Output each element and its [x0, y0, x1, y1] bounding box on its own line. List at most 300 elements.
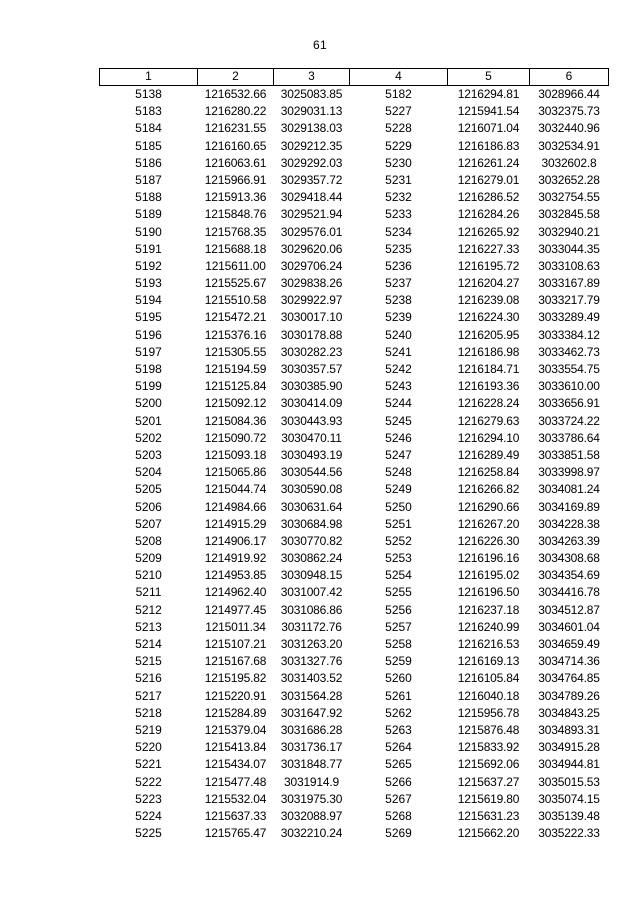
x-coordinate-cell: 1216265.92	[457, 224, 520, 239]
point-number-cell: 5189	[135, 207, 162, 222]
y-coordinate-cell: 3034263.39	[538, 533, 600, 548]
point-number-cell: 5259	[385, 654, 412, 669]
table-row	[100, 361, 609, 378]
point-number-cell: 5191	[135, 241, 162, 256]
point-number-cell: 5216	[135, 671, 162, 686]
point-number-cell: 5241	[385, 344, 412, 359]
x-coordinate-cell: 1216231.55	[204, 121, 267, 136]
y-coordinate-cell: 3030544.56	[280, 465, 343, 480]
point-number-cell: 5266	[385, 774, 412, 789]
table-row	[100, 344, 609, 361]
x-coordinate-cell: 1215619.80	[457, 791, 520, 806]
x-coordinate-cell: 1215011.34	[205, 619, 266, 634]
point-number-cell: 5218	[135, 705, 162, 720]
x-coordinate-cell: 1216226.30	[457, 533, 520, 548]
x-coordinate-cell: 1215525.67	[204, 276, 267, 291]
point-number-cell: 5196	[135, 327, 162, 342]
y-coordinate-cell: 3034789.26	[538, 688, 600, 703]
point-number-cell: 5262	[385, 705, 412, 720]
point-number-cell: 5269	[385, 826, 412, 841]
point-number-cell: 5210	[135, 568, 162, 583]
x-coordinate-cell: 1216228.24	[457, 396, 520, 411]
point-number-cell: 5208	[135, 533, 162, 548]
point-number-cell: 5246	[385, 430, 412, 445]
x-coordinate-cell: 1216196.16	[457, 551, 520, 566]
y-coordinate-cell: 3034169.89	[538, 499, 600, 514]
x-coordinate-cell: 1215084.36	[204, 413, 267, 428]
column-header-2: 2	[198, 69, 274, 86]
y-coordinate-cell: 3031172.76	[281, 619, 342, 634]
point-number-cell: 5207	[135, 516, 162, 531]
x-coordinate-cell: 1214977.45	[204, 602, 267, 617]
y-coordinate-cell: 3029576.01	[280, 224, 343, 239]
x-coordinate-cell: 1216224.30	[457, 310, 520, 325]
x-coordinate-cell: 1216205.95	[457, 327, 520, 342]
x-coordinate-cell: 1216204.27	[457, 276, 520, 291]
table-row	[100, 241, 609, 258]
x-coordinate-cell: 1216169.13	[457, 654, 520, 669]
y-coordinate-cell: 3030684.98	[280, 516, 343, 531]
point-number-cell: 5190	[135, 224, 162, 239]
x-coordinate-cell: 1215833.92	[457, 740, 520, 755]
y-coordinate-cell: 3031403.52	[280, 671, 343, 686]
table-row	[100, 550, 609, 567]
y-coordinate-cell: 3032602.8	[541, 155, 597, 170]
point-number-cell: 5202	[135, 430, 162, 445]
table-row	[100, 430, 609, 447]
y-coordinate-cell: 3029357.72	[280, 172, 343, 187]
y-coordinate-cell: 3031086.86	[280, 602, 343, 617]
point-number-cell: 5264	[385, 740, 412, 755]
table-row	[100, 413, 609, 430]
x-coordinate-cell: 1216280.22	[204, 104, 267, 119]
y-coordinate-cell: 3031647.92	[280, 705, 343, 720]
y-coordinate-cell: 3035074.15	[538, 791, 600, 806]
x-coordinate-cell: 1216284.26	[457, 207, 520, 222]
x-coordinate-cell: 1215093.18	[204, 447, 267, 462]
y-coordinate-cell: 3034893.31	[538, 722, 600, 737]
y-coordinate-cell: 3030631.64	[280, 499, 343, 514]
point-number-cell: 5219	[135, 722, 162, 737]
y-coordinate-cell: 3031327.76	[280, 654, 343, 669]
table-row	[100, 292, 609, 309]
x-coordinate-cell: 1216239.08	[457, 293, 520, 308]
y-coordinate-cell: 3030443.93	[280, 413, 343, 428]
point-number-cell: 5224	[135, 808, 162, 823]
x-coordinate-cell: 1215065.86	[204, 465, 267, 480]
x-coordinate-cell: 1215848.76	[204, 207, 267, 222]
x-coordinate-cell: 1215379.04	[204, 722, 267, 737]
x-coordinate-cell: 1215637.33	[204, 808, 267, 823]
y-coordinate-cell: 3032652.28	[538, 172, 600, 187]
x-coordinate-cell: 1215637.27	[457, 774, 520, 789]
point-number-cell: 5231	[385, 172, 412, 187]
table-row	[100, 756, 609, 773]
point-number-cell: 5183	[135, 104, 162, 119]
x-coordinate-cell: 1214953.85	[204, 568, 267, 583]
x-coordinate-cell: 1214915.29	[204, 516, 267, 531]
x-coordinate-cell: 1215220.91	[204, 688, 267, 703]
x-coordinate-cell: 1215956.78	[457, 705, 520, 720]
point-number-cell: 5230	[385, 155, 412, 170]
point-number-cell: 5209	[135, 551, 162, 566]
x-coordinate-cell: 1215876.48	[457, 722, 520, 737]
x-coordinate-cell: 1216532.66	[204, 87, 267, 102]
point-number-cell: 5253	[385, 551, 412, 566]
table-row	[100, 722, 609, 739]
point-number-cell: 5265	[385, 757, 412, 772]
x-coordinate-cell: 1216267.20	[457, 516, 520, 531]
point-number-cell: 5261	[385, 688, 412, 703]
table-row	[100, 705, 609, 722]
point-number-cell: 5254	[385, 568, 412, 583]
x-coordinate-cell: 1216196.50	[457, 585, 520, 600]
point-number-cell: 5212	[135, 602, 162, 617]
y-coordinate-cell: 3035222.33	[538, 826, 600, 841]
x-coordinate-cell: 1216258.84	[457, 465, 520, 480]
x-coordinate-cell: 1216237.18	[457, 602, 520, 617]
point-number-cell: 5248	[385, 465, 412, 480]
y-coordinate-cell: 3029212.35	[280, 138, 343, 153]
x-coordinate-cell: 1215376.16	[204, 327, 267, 342]
y-coordinate-cell: 3034416.78	[538, 585, 600, 600]
point-number-cell: 5235	[385, 241, 412, 256]
point-number-cell: 5187	[135, 172, 162, 187]
point-number-cell: 5206	[135, 499, 162, 514]
x-coordinate-cell: 1215044.74	[204, 482, 267, 497]
point-number-cell: 5222	[135, 774, 162, 789]
y-coordinate-cell: 3031564.28	[280, 688, 343, 703]
y-coordinate-cell: 3031686.28	[280, 722, 343, 737]
y-coordinate-cell: 3034601.04	[538, 619, 600, 634]
y-coordinate-cell: 3034081.24	[538, 482, 600, 497]
point-number-cell: 5245	[385, 413, 412, 428]
y-coordinate-cell: 3029620.06	[280, 241, 343, 256]
column-header-6: 6	[530, 69, 609, 86]
y-coordinate-cell: 3032754.55	[538, 190, 600, 205]
y-coordinate-cell: 3034843.25	[538, 705, 600, 720]
y-coordinate-cell: 3030862.24	[280, 551, 343, 566]
y-coordinate-cell: 3034659.49	[538, 637, 600, 652]
y-coordinate-cell: 3032845.58	[538, 207, 600, 222]
x-coordinate-cell: 1215413.84	[204, 740, 267, 755]
x-coordinate-cell: 1216290.66	[457, 499, 520, 514]
table-row	[100, 258, 609, 275]
point-number-cell: 5237	[385, 276, 412, 291]
x-coordinate-cell: 1215510.58	[204, 293, 267, 308]
y-coordinate-cell: 3029138.03	[280, 121, 343, 136]
point-number-cell: 5204	[135, 465, 162, 480]
point-number-cell: 5240	[385, 327, 412, 342]
table-row	[100, 619, 609, 636]
table-row	[100, 224, 609, 241]
table-row	[100, 327, 609, 344]
point-number-cell: 5211	[135, 585, 162, 600]
table-row	[100, 103, 609, 120]
y-coordinate-cell: 3032210.24	[280, 826, 343, 841]
x-coordinate-cell: 1215765.47	[204, 826, 267, 841]
x-coordinate-cell: 1215688.18	[204, 241, 267, 256]
x-coordinate-cell: 1216105.84	[457, 671, 520, 686]
y-coordinate-cell: 3035015.53	[538, 774, 600, 789]
x-coordinate-cell: 1216240.99	[457, 619, 520, 634]
point-number-cell: 5225	[135, 826, 162, 841]
table-row	[100, 516, 609, 533]
y-coordinate-cell: 3034308.68	[538, 551, 600, 566]
column-header-3: 3	[274, 69, 350, 86]
point-number-cell: 5197	[135, 344, 162, 359]
x-coordinate-cell: 1216279.63	[457, 413, 520, 428]
y-coordinate-cell: 3034944.81	[538, 757, 600, 772]
point-number-cell: 5220	[135, 740, 162, 755]
point-number-cell: 5200	[135, 396, 162, 411]
y-coordinate-cell: 3032375.73	[538, 104, 600, 119]
y-coordinate-cell: 3029292.03	[280, 155, 343, 170]
point-number-cell: 5234	[385, 224, 412, 239]
point-number-cell: 5184	[135, 121, 162, 136]
y-coordinate-cell: 3028966.44	[538, 87, 600, 102]
point-number-cell: 5217	[135, 688, 162, 703]
point-number-cell: 5243	[385, 379, 412, 394]
point-number-cell: 5260	[385, 671, 412, 686]
table-row	[100, 120, 609, 137]
y-coordinate-cell: 3031848.77	[280, 757, 343, 772]
x-coordinate-cell: 1215167.68	[204, 654, 267, 669]
table-row	[100, 670, 609, 687]
x-coordinate-cell: 1216294.10	[457, 430, 520, 445]
x-coordinate-cell: 1216279.01	[457, 172, 520, 187]
y-coordinate-cell: 3031263.20	[280, 637, 343, 652]
table-row	[100, 499, 609, 516]
y-coordinate-cell: 3032440.96	[538, 121, 600, 136]
coordinates-table	[99, 68, 609, 842]
x-coordinate-cell: 1215125.84	[204, 379, 267, 394]
table-row	[100, 825, 609, 842]
table-row	[100, 791, 609, 808]
x-coordinate-cell: 1216040.18	[457, 688, 520, 703]
point-number-cell: 5186	[135, 155, 162, 170]
y-coordinate-cell: 3030948.15	[280, 568, 343, 583]
y-coordinate-cell: 3029031.13	[280, 104, 343, 119]
point-number-cell: 5223	[135, 791, 162, 806]
x-coordinate-cell: 1215768.35	[204, 224, 267, 239]
point-number-cell: 5239	[385, 310, 412, 325]
point-number-cell: 5229	[385, 138, 412, 153]
y-coordinate-cell: 3033998.97	[538, 465, 600, 480]
y-coordinate-cell: 3025083.85	[280, 87, 343, 102]
point-number-cell: 5182	[385, 87, 412, 102]
table-row	[100, 808, 609, 825]
x-coordinate-cell: 1216195.02	[457, 568, 520, 583]
point-number-cell: 5242	[385, 362, 412, 377]
point-number-cell: 5201	[135, 413, 162, 428]
y-coordinate-cell: 3033217.79	[538, 293, 600, 308]
page-number: 61	[313, 38, 327, 52]
point-number-cell: 5256	[385, 602, 412, 617]
point-number-cell: 5192	[135, 258, 162, 273]
table-row	[100, 138, 609, 155]
y-coordinate-cell: 3034354.69	[538, 568, 600, 583]
x-coordinate-cell: 1215913.36	[204, 190, 267, 205]
x-coordinate-cell: 1216227.33	[457, 241, 520, 256]
y-coordinate-cell: 3030017.10	[280, 310, 343, 325]
x-coordinate-cell: 1216160.65	[204, 138, 267, 153]
point-number-cell: 5195	[135, 310, 162, 325]
y-coordinate-cell: 3033554.75	[538, 362, 600, 377]
point-number-cell: 5258	[385, 637, 412, 652]
point-number-cell: 5257	[385, 619, 412, 634]
x-coordinate-cell: 1215092.12	[204, 396, 267, 411]
y-coordinate-cell: 3033167.89	[538, 276, 600, 291]
x-coordinate-cell: 1216186.98	[457, 344, 520, 359]
x-coordinate-cell: 1215477.48	[204, 774, 267, 789]
table-row	[100, 774, 609, 791]
table-row	[100, 189, 609, 206]
y-coordinate-cell: 3031007.42	[280, 585, 343, 600]
y-coordinate-cell: 3030414.09	[280, 396, 343, 411]
table-row	[100, 533, 609, 550]
point-number-cell: 5213	[135, 619, 162, 634]
point-number-cell: 5232	[385, 190, 412, 205]
x-coordinate-cell: 1215284.89	[204, 705, 267, 720]
point-number-cell: 5185	[135, 138, 162, 153]
x-coordinate-cell: 1216193.36	[457, 379, 520, 394]
point-number-cell: 5193	[135, 276, 162, 291]
y-coordinate-cell: 3034228.38	[538, 516, 600, 531]
y-coordinate-cell: 3032088.97	[280, 808, 343, 823]
point-number-cell: 5252	[385, 533, 412, 548]
point-number-cell: 5221	[135, 757, 162, 772]
x-coordinate-cell: 1215966.91	[204, 172, 267, 187]
column-header-5: 5	[448, 69, 530, 86]
x-coordinate-cell: 1216063.61	[204, 155, 267, 170]
table-row	[100, 481, 609, 498]
y-coordinate-cell: 3030470.11	[281, 430, 342, 445]
x-coordinate-cell: 1216216.53	[457, 637, 520, 652]
y-coordinate-cell: 3035139.48	[538, 808, 600, 823]
table-header	[100, 69, 609, 86]
x-coordinate-cell: 1215692.06	[457, 757, 520, 772]
x-coordinate-cell: 1215631.23	[457, 808, 520, 823]
point-number-cell: 5236	[385, 258, 412, 273]
y-coordinate-cell: 3031975.30	[280, 791, 343, 806]
point-number-cell: 5203	[135, 447, 162, 462]
point-number-cell: 5263	[385, 722, 412, 737]
x-coordinate-cell: 1216266.82	[457, 482, 520, 497]
y-coordinate-cell: 3029922.97	[280, 293, 343, 308]
point-number-cell: 5249	[385, 482, 412, 497]
x-coordinate-cell: 1214984.66	[204, 499, 267, 514]
table-row	[100, 464, 609, 481]
y-coordinate-cell: 3032940.21	[538, 224, 600, 239]
point-number-cell: 5268	[385, 808, 412, 823]
y-coordinate-cell: 3030357.57	[280, 362, 343, 377]
column-header-4: 4	[350, 69, 448, 86]
x-coordinate-cell: 1215611.00	[205, 258, 266, 273]
y-coordinate-cell: 3034714.36	[538, 654, 600, 669]
y-coordinate-cell: 3031914.9	[284, 774, 339, 789]
y-coordinate-cell: 3030385.90	[280, 379, 343, 394]
y-coordinate-cell: 3031736.17	[280, 740, 343, 755]
y-coordinate-cell: 3030590.08	[280, 482, 343, 497]
x-coordinate-cell: 1215472.21	[204, 310, 267, 325]
table-row	[100, 378, 609, 395]
x-coordinate-cell: 1215195.82	[204, 671, 267, 686]
column-header-1: 1	[100, 69, 198, 86]
point-number-cell: 5198	[135, 362, 162, 377]
x-coordinate-cell: 1214962.40	[204, 585, 267, 600]
y-coordinate-cell: 3029521.94	[280, 207, 343, 222]
table-row	[100, 395, 609, 412]
y-coordinate-cell: 3033724.22	[538, 413, 600, 428]
x-coordinate-cell: 1216184.71	[457, 362, 520, 377]
point-number-cell: 5250	[385, 499, 412, 514]
x-coordinate-cell: 1216289.49	[457, 447, 520, 462]
table-row	[100, 155, 609, 172]
y-coordinate-cell: 3033656.91	[538, 396, 600, 411]
point-number-cell: 5205	[135, 482, 162, 497]
x-coordinate-cell: 1215434.07	[204, 757, 267, 772]
table-row	[100, 653, 609, 670]
y-coordinate-cell: 3033108.63	[538, 258, 600, 273]
x-coordinate-cell: 1216294.81	[457, 87, 520, 102]
x-coordinate-cell: 1215941.54	[457, 104, 520, 119]
y-coordinate-cell: 3030282.23	[280, 344, 343, 359]
x-coordinate-cell: 1215107.21	[204, 637, 267, 652]
y-coordinate-cell: 3033851.58	[538, 447, 600, 462]
y-coordinate-cell: 3034512.87	[538, 602, 600, 617]
point-number-cell: 5238	[385, 293, 412, 308]
x-coordinate-cell: 1215305.55	[204, 344, 267, 359]
point-number-cell: 5247	[385, 447, 412, 462]
point-number-cell: 5188	[135, 190, 162, 205]
point-number-cell: 5215	[135, 654, 162, 669]
table-row	[100, 739, 609, 756]
table-body	[100, 86, 609, 843]
x-coordinate-cell: 1214906.17	[204, 533, 267, 548]
point-number-cell: 5228	[385, 121, 412, 136]
table-row	[100, 567, 609, 584]
x-coordinate-cell: 1215194.59	[204, 362, 267, 377]
y-coordinate-cell: 3033462.73	[538, 344, 600, 359]
x-coordinate-cell: 1215662.20	[457, 826, 520, 841]
point-number-cell: 5251	[385, 516, 412, 531]
x-coordinate-cell: 1215532.04	[204, 791, 267, 806]
y-coordinate-cell: 3033289.49	[538, 310, 600, 325]
y-coordinate-cell: 3033044.35	[538, 241, 600, 256]
table-row	[100, 636, 609, 653]
point-number-cell: 5227	[385, 104, 412, 119]
x-coordinate-cell: 1216286.52	[457, 190, 520, 205]
y-coordinate-cell: 3033384.12	[538, 327, 600, 342]
point-number-cell: 5138	[135, 87, 162, 102]
x-coordinate-cell: 1214919.92	[204, 551, 267, 566]
point-number-cell: 5214	[135, 637, 162, 652]
table-row	[100, 275, 609, 292]
y-coordinate-cell: 3029838.26	[280, 276, 343, 291]
y-coordinate-cell: 3033610.00	[538, 379, 600, 394]
y-coordinate-cell: 3034764.85	[538, 671, 600, 686]
point-number-cell: 5199	[135, 379, 162, 394]
y-coordinate-cell: 3029706.24	[280, 258, 343, 273]
point-number-cell: 5267	[385, 791, 412, 806]
x-coordinate-cell: 1216195.72	[457, 258, 520, 273]
y-coordinate-cell: 3030493.19	[280, 447, 343, 462]
x-coordinate-cell: 1216261.24	[457, 155, 520, 170]
table-row	[100, 172, 609, 189]
y-coordinate-cell: 3034915.28	[538, 740, 600, 755]
table-row	[100, 688, 609, 705]
